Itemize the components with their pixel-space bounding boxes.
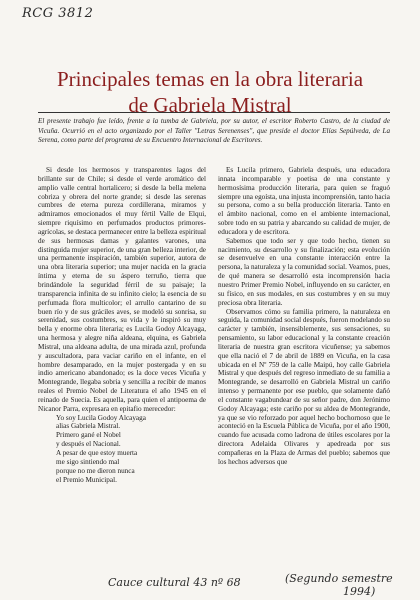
poem-line: y después el Nacional. [56, 440, 121, 449]
paragraph: Es Lucila primero, Gabriela después, una educadora innata incomparable y poetisa de una constante y hermosísima producción literaria, para quien se fraguó siempre una egoísta, una injusta incomprensión, tanto hacia su persona, como a su bella producción literaria. Tanto en el ámbito nacional, como en el ambiente internacional, sobre todo en su patria y abarcando su calidad de mujer, de educadora y de escritora. [218, 166, 390, 236]
poem-line: Yo soy Lucila Godoy Alcayaga [56, 413, 146, 422]
paragraph: Si desde los hermosos y transparentes lagos del brillante sur de Chile; si desde el verde aromático del amplio valle central hortalicero; si desde la bella melena cobriza y obrera del norte grande; si desde las serenas cumbres de eterna pureza cordillerana, miramos y admiramos emocionados el muy fértil Valle de Elqui, siempre riquísimo en perfumados productos primores-agrícolas, se destaca permanecer entre la belleza espiritual de sus hermosas damas y galantes varones, una distinguida mujer superior, de una gran belleza interior, de una permanente inspiración, también superior, autora de una obra literaria superior; una mujer nacida en la gracia íntima y eterna de su áspero terruño, tierra que brindándole la seguridad férril de su paisaje; la transparencia infinita de su infinito cielo; la esencia de su perfumada flora multicolor; el arrullo cantarino de su buen río y de sus gráciles aves, se modeló su sonrisa, su serenidad, sus costumbres, su vida y le inspiró su muy bella y enorme obra literaria; es Lucila Godoy Alcayaga, una hermosa y alegre niña aldeana, elquina, es Gabriela Mistral, una aldeana adulta, de una mirada azul, profunda y auscultadora, para vaciar cariño en el infante, en el hombre desamparado, en la mujer postergada y en su indio americano abandonado; es la doce veces Vicuña y Montegrande, llegaba sobria y sencilla a recibir de manos reales el Premio Nobel de Literatura el año 1945 en el reinado de Suecia. Es aquella, para quien el antipoema de Nicanor Parra, expresara en epitafio merecedor: [38, 166, 206, 413]
article-title-line1: Principales temas en la obra literaria [56, 67, 364, 92]
date-handwritten-line2: 1994) [343, 585, 376, 598]
article-abstract: El presente trabajo fue leído, frente a la tumba de Gabriela, por su autor, el escritor Roberto Castro, de la ciudad de Vicuña. Ocurrió en el acto organizado por el Taller "Letras Serenenses", que preside el doctor Elías Sepúlveda, de La Serena, como parte del programa de su Encuentro Internacional de Escritores. [38, 112, 390, 146]
date-handwritten-line1: (Segundo semestre [285, 572, 393, 585]
source-handwritten: Cauce cultural 43 nº 68 [108, 576, 241, 589]
paragraph: Observamos cómo su familia primero, la naturaleza en seguida, la comunidad social después, fueron modelando su carácter y también, insensiblemente, sus sensaciones, su pensamiento, su labor educacional y la constante creación literaria de nuestra gran escritora vicuñense; ya sabemos que ella nació el 7 de abril de 1889 en Vicuña, en la casa ubicada en el Nº 759 de la calle Maipú, hoy calle Gabriela Mistral y que después del regreso inmediato de su familia a Montegrande, se desarrolló en Gabriela Mistral un cariño intenso y permanente por ese pueblo, que solamente dañó el constante vagabundear de su señor padre, don Jerónimo Godoy Alcayaga; este cariño por su aldea de Montegrande, ya que se vio reforzado por aquel hecho bochornoso que le aconteció en la Escuela Pública de Vicuña, por el año 1900, cuando fue acusada como ladrona de útiles escolares por la directora Adelaida Olivares y apedreada por sus compañeras en la Plaza de Armas del pueblo; sabemos que los hechos adversos que [218, 307, 390, 466]
article-title [0, 66, 420, 118]
poem-line: el Premio Municipal. [56, 475, 117, 484]
paragraph: Sabemos que todo ser y que todo hecho, tienen su nacimiento, su desarrollo y su finalización; esta evolución se desenvuelve en una constante interacción entre la persona, la naturaleza y la comunidad social. Veamos, pues, de qué manera se desarrolló esta incomprensión hacia nuestro Primer Premio Nobel, influyendo en su carácter, en su físico, en sus modales, en sus costumbres y en su muy preciosa obra literaria. [218, 236, 390, 307]
poem-line: me sigo sintiendo mal [56, 457, 120, 466]
poem-line: alias Gabriela Mistral. [56, 422, 121, 431]
poem-line: porque no me dieron nunca [56, 466, 135, 475]
catalog-code-handwritten: RCG 3812 [22, 6, 94, 21]
text-column-right [218, 166, 390, 578]
poem-line: Primero gané el Nobel [56, 431, 121, 440]
text-column-left [38, 166, 206, 578]
article-title-line2: de Gabriela Mistral [128, 93, 292, 118]
date-handwritten [285, 572, 393, 598]
poem-line: A pesar de que estoy muerta [56, 449, 138, 457]
